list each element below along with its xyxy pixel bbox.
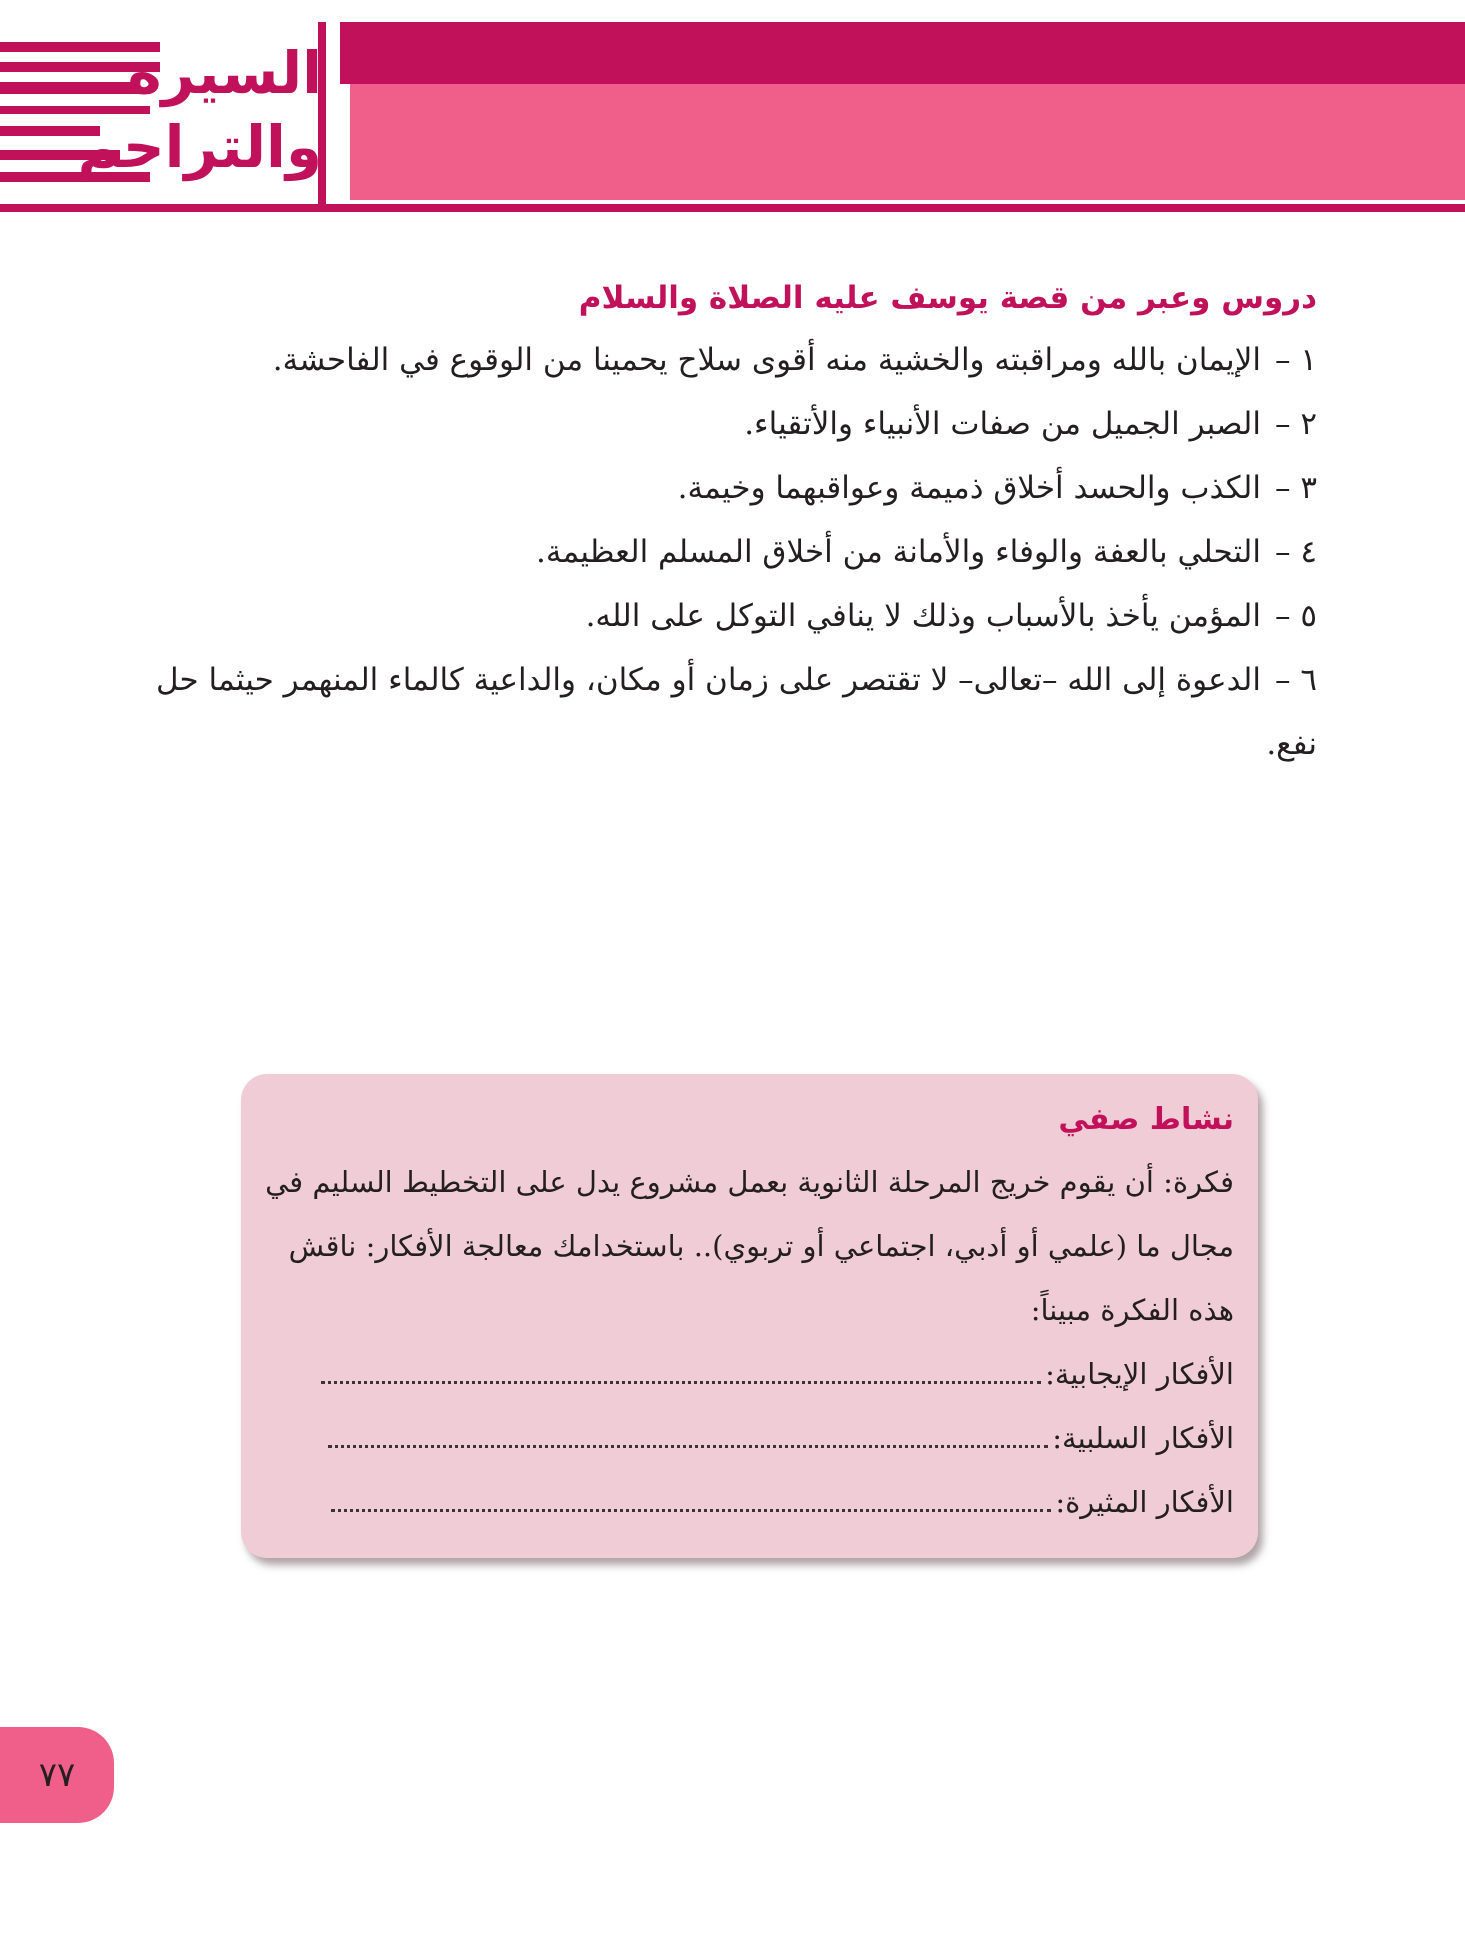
logo-line-2: والتراجم bbox=[77, 113, 322, 181]
lesson-text: الصبر الجميل من صفات الأنبياء والأتقياء. bbox=[744, 406, 1261, 442]
logo-text bbox=[77, 36, 322, 184]
page-number-tab bbox=[0, 1727, 114, 1823]
lesson-text: التحلي بالعفة والوفاء والأمانة من أخلاق المسلم العظيمة. bbox=[536, 534, 1261, 570]
lesson-number: ٦ – bbox=[1274, 662, 1317, 698]
lesson-number: ٥ – bbox=[1274, 598, 1317, 634]
lesson-item bbox=[147, 648, 1317, 776]
lesson-text: المؤمن يأخذ بالأسباب وذلك لا ينافي التوكل على الله. bbox=[585, 598, 1261, 634]
activity-box bbox=[241, 1074, 1258, 1558]
logo-line-1: السيرة bbox=[127, 39, 322, 107]
activity-text: فكرة: أن يقوم خريج المرحلة الثانوية بعمل مشروع يدل على التخطيط السليم في مجال ما (علمي أو أدبي، اجتماعي أو تربوي).. باستخدامك معالجة الأفكار: ناقش هذه الفكرة مبيناً: bbox=[265, 1165, 1234, 1327]
lesson-item bbox=[147, 456, 1317, 520]
fill-line-negative bbox=[261, 1406, 1234, 1470]
lesson-number: ٤ – bbox=[1274, 534, 1317, 570]
lessons-section bbox=[147, 268, 1317, 776]
section-logo bbox=[0, 22, 340, 204]
header-band-dark bbox=[340, 22, 1465, 84]
lesson-list bbox=[147, 328, 1317, 776]
lesson-number: ٢ – bbox=[1274, 406, 1317, 442]
field-label-interesting: الأفكار المثيرة: bbox=[1055, 1485, 1234, 1519]
lesson-text: الإيمان بالله ومراقبته والخشية منه أقوى سلاح يحمينا من الوقوع في الفاحشة. bbox=[272, 342, 1261, 378]
lesson-item bbox=[147, 328, 1317, 392]
header-banner bbox=[0, 0, 1465, 215]
answer-line-interesting[interactable] bbox=[331, 1497, 1051, 1512]
lesson-number: ٣ – bbox=[1274, 470, 1317, 506]
fill-line-interesting bbox=[261, 1470, 1234, 1534]
lesson-item bbox=[147, 392, 1317, 456]
answer-line-positive[interactable] bbox=[321, 1369, 1041, 1384]
lesson-item bbox=[147, 520, 1317, 584]
lesson-item bbox=[147, 584, 1317, 648]
lessons-title: دروس وعبر من قصة يوسف عليه الصلاة والسلام bbox=[578, 280, 1317, 316]
page-number: ٧٧ bbox=[38, 1755, 76, 1795]
lesson-text: الدعوة إلى الله –تعالى– لا تقتصر على زمان أو مكان، والداعية كالماء المنهمر حيثما حل نفع. bbox=[156, 662, 1317, 762]
answer-line-negative[interactable] bbox=[328, 1433, 1048, 1448]
header-band-bottom bbox=[0, 204, 1465, 212]
fill-line-positive bbox=[261, 1342, 1234, 1406]
header-band-light bbox=[350, 84, 1465, 200]
lesson-number: ١ – bbox=[1274, 342, 1317, 378]
field-label-positive: الأفكار الإيجابية: bbox=[1045, 1357, 1234, 1391]
activity-title: نشاط صفي bbox=[1058, 1102, 1234, 1137]
field-label-negative: الأفكار السلبية: bbox=[1052, 1421, 1234, 1455]
lesson-text: الكذب والحسد أخلاق ذميمة وعواقبهما وخيمة. bbox=[677, 470, 1261, 506]
